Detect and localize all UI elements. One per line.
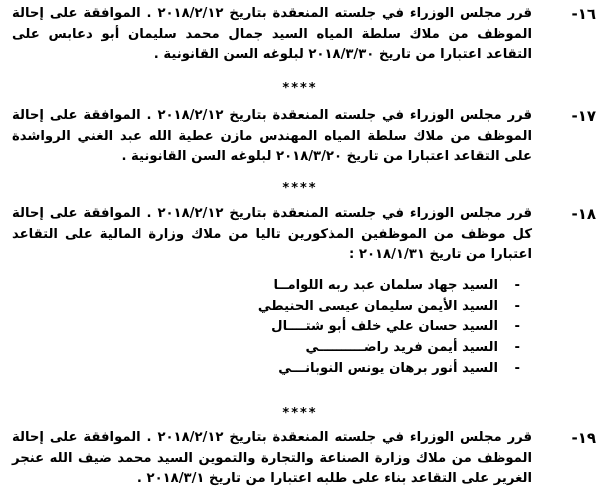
retiree-names-list [257,276,520,380]
separator-stars: **** [282,81,318,96]
list-item [260,317,520,338]
list-dash: - [514,360,520,376]
item-number: ١٩- [571,429,596,447]
list-item [260,276,520,297]
person-name: السيد أيمن فريد راضــــــــــي [305,340,498,356]
item-number: ١٨- [571,205,596,223]
item-text: قرر مجلس الوزراء في جلسته المنعقدة بتاريخ ٢٠١٨/٢/١٢ . الموافقة على إحالة الموظف من ملاك سلطة المياه السيد جمال محمد سليمان أبو دعابس على التقاعد اعتبارا من تاريخ ٢٠١٨/٣/٣٠ لبلوغه السن القانونية . [12,6,532,62]
decision-item-19 [0,428,600,490]
list-dash: - [514,319,520,335]
separator-stars: **** [282,406,318,421]
item-text: قرر مجلس الوزراء في جلسته المنعقدة بتاريخ ٢٠١٨/٢/١٢ . الموافقة على إحالة الموظف من ملاك وزارة الصناعة والتجارة والتموين السيد محمد ضيف الله عنجر الغرير على التقاعد بناء على طلبه اعتبارا من تاريخ ٢٠١٨/٣/١ . [12,430,532,486]
item-number: ١٧- [571,107,596,125]
item-number: ١٦- [571,5,596,23]
list-dash: - [514,278,520,293]
list-item [257,297,520,318]
list-item [260,359,520,380]
list-item [260,338,520,359]
person-name: السيد الأيمن سليمان عيسى الحنيطي [257,298,498,314]
person-name: السيد حسان علي خلف أبو شتــــال [271,319,498,335]
person-name: السيد جهاد سلمان عبد ربه اللوامــا [273,278,498,293]
item-text: قرر مجلس الوزراء في جلسته المنعقدة بتاريخ ٢٠١٨/٢/١٢ . الموافقة على إحالة كل موظف من الموظفين المذكورين تاليا من ملاك وزارة المالية على التقاعد اعتبارا من تاريخ ٢٠١٨/١/٣١ : [12,206,532,262]
decision-item-17 [0,106,600,168]
separator-stars: **** [282,181,318,196]
person-name: السيد أنور برهان يونس النوبانـــي [278,360,498,376]
decision-item-18 [0,204,600,266]
list-dash: - [514,298,520,314]
list-dash: - [514,340,520,356]
decision-item-16 [0,4,600,66]
item-text: قرر مجلس الوزراء في جلسته المنعقدة بتاريخ ٢٠١٨/٢/١٢ . الموافقة على إحالة الموظف من ملاك سلطة المياه المهندس مازن عطية الله عبد الغني الرواشدة على التقاعد اعتبارا من تاريخ ٢٠١٨/٣/٢٠ لبلوغه السن القانونية . [12,108,532,164]
